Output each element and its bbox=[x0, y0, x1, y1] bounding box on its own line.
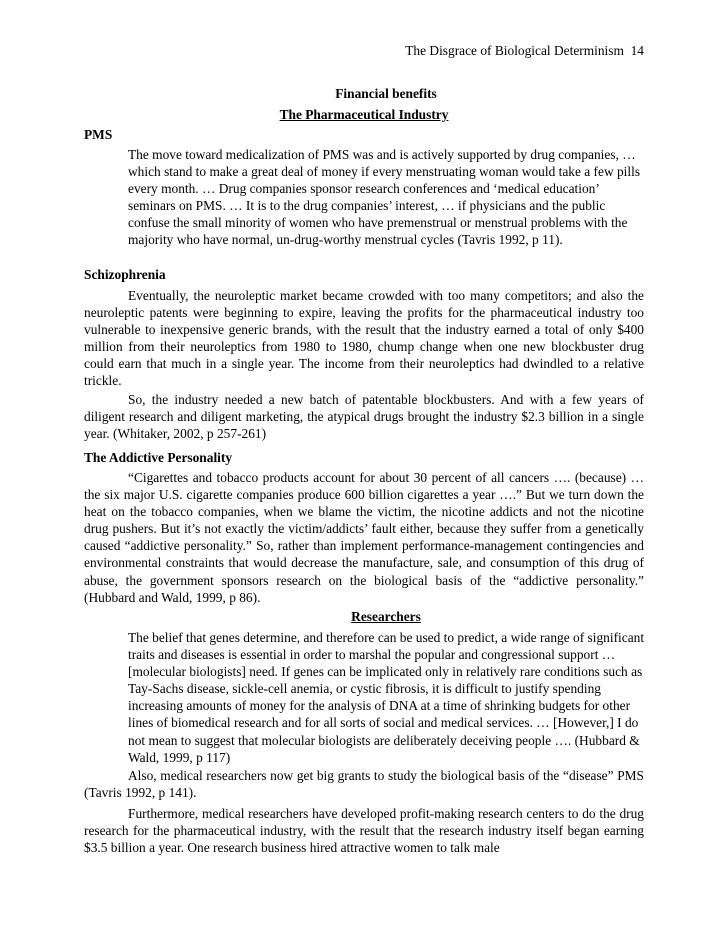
researchers-paragraph-2: Furthermore, medical researchers have developed profit-making research centers to do the drug research for the pharmaceutical industry, with the result that the research industry itself began earning $3.5 billion a year. One research business hired attractive women to talk male bbox=[84, 806, 644, 856]
schizophrenia-paragraph-1: Eventually, the neuroleptic market became crowded with too many competitors; and also the neuroleptic patents were beginning to expire, leaving the profits for the pharmaceutical industry too vulnerable to inexpensive generic brands, with the result that the industry earned a total of only $400 million from their neuroleptics from 1980 to 1980, chump change when one new blockbuster drug could earn that much in a single year. The income from their neuroleptics had dwindled to a relative trickle. bbox=[84, 288, 644, 389]
page-number: 14 bbox=[630, 43, 644, 58]
researchers-quote: The belief that genes determine, and therefore can be used to predict, a wide range of significant traits and diseases is essential in order to marshal the popular and congressional support … [molecular biologists] need. If genes can be implicated only in relatively rare conditions such as Tay-Sachs disease, sickle-cell anemia, or cystic fibrosis, it is difficult to justify spending increasing amounts of money for the analysis of DNA at a time of shrinking budgets for other lines of biomedical research and for all sorts of social and medical services. … [However,] I do not mean to suggest that molecular biologists are deliberately deceiving people …. (Hubbard & Wald, 1999, p 117) bbox=[128, 630, 645, 765]
researchers-paragraph-1: Also, medical researchers now get big grants to study the biological basis of the “disease” PMS (Tavris 1992, p 141). bbox=[84, 768, 644, 801]
researchers-title: Researchers bbox=[351, 609, 421, 624]
section-title: Financial benefits bbox=[335, 86, 437, 101]
addictive-paragraph: “Cigarettes and tobacco products account for about 30 percent of all cancers …. (because) … the six major U.S. cigarette companies produce 600 billion cigarettes a year ….” But we turn down the heat on the tobacco companies, when we blame the victim, the nicotine addicts and not the nicotine drug pushers. But it’s not exactly the victim/addicts’ fault either, because they suffer from a genetically caused “addictive personality.” So, rather than implement performance-management contingencies and environmental constraints that would decrease the manufacture, sale, and consumption of this drug of abuse, the government sponsors research on the biological basis of the “addictive personality.” (Hubbard and Wald, 1999, p 86). bbox=[84, 470, 644, 605]
addictive-heading: The Addictive Personality bbox=[84, 450, 233, 465]
schizophrenia-paragraph-2: So, the industry needed a new batch of patentable blockbusters. And with a few years of diligent research and diligent marketing, the atypical drugs brought the industry $2.3 billion in a single year. (Whitaker, 2002, p 257-261) bbox=[84, 392, 644, 442]
running-header bbox=[405, 43, 644, 59]
pms-quote: The move toward medicalization of PMS was and is actively supported by drug companies, … which stand to make a great deal of money if every menstruating woman would take a few pills every month. … Drug companies sponsor research conferences and ‘medical education’ seminars on PMS. … It is to the drug companies’ interest, … if physicians and the public confuse the small minority of women who have premenstrual or menstrual problems with the majority who have normal, un-drug-worthy menstrual cycles (Tavris 1992, p 11). bbox=[128, 147, 641, 248]
subsection-title: The Pharmaceutical Industry bbox=[279, 107, 449, 122]
running-title: The Disgrace of Biological Determinism bbox=[405, 43, 624, 58]
schizophrenia-heading: Schizophrenia bbox=[84, 267, 166, 282]
pms-heading: PMS bbox=[84, 127, 113, 142]
